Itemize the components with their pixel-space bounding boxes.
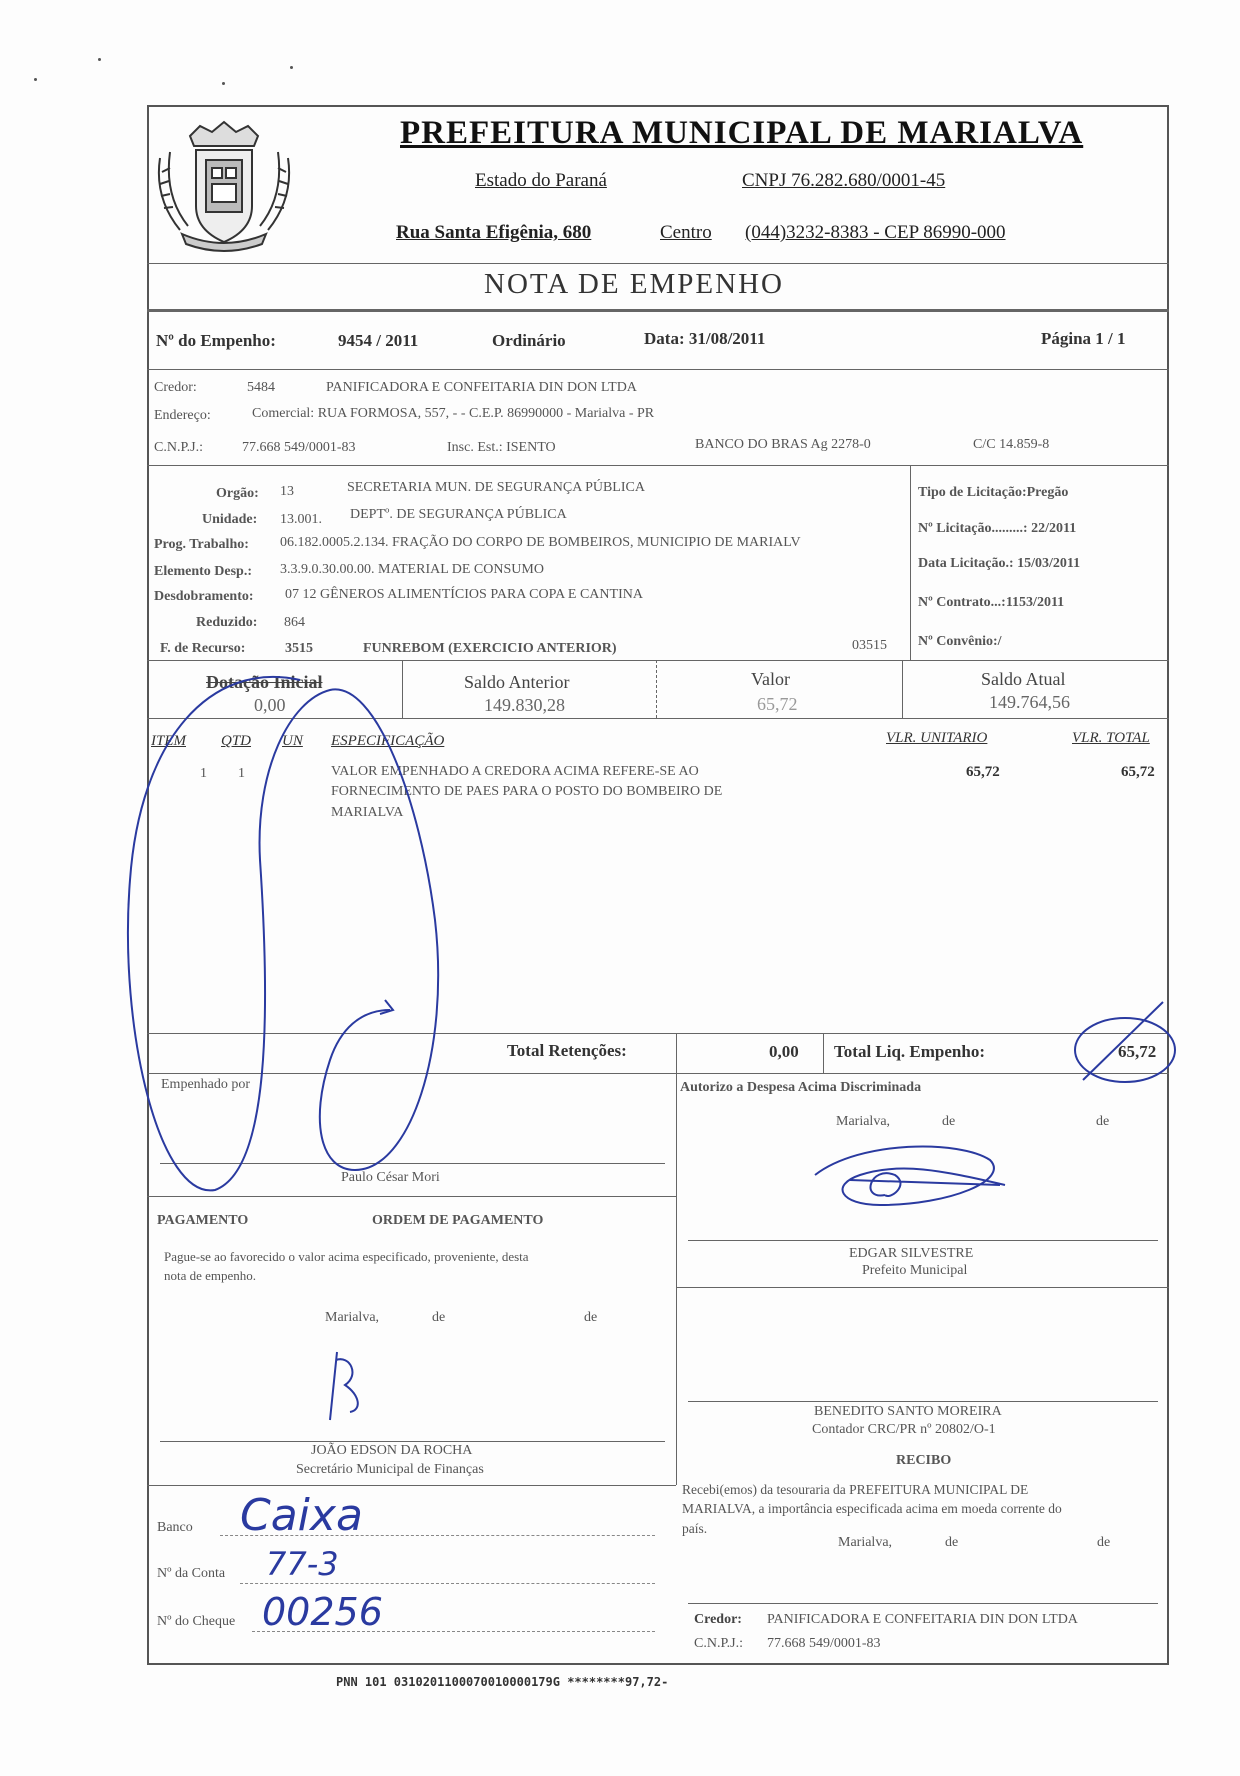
- check-label: Nº do Cheque: [157, 1614, 236, 1629]
- payment-de-2: de: [584, 1310, 598, 1325]
- creditor-state-registration: Insc. Est.: ISENTO: [447, 440, 556, 455]
- committed-by-label: Empenhado por: [161, 1077, 251, 1092]
- bank-label: Banco: [157, 1520, 193, 1535]
- receipt-creditor-name: PANIFICADORA E CONFEITARIA DIN DON LTDA: [767, 1612, 1078, 1627]
- committed-by-name: Paulo César Mori: [341, 1170, 440, 1185]
- footer-code: PNN 101 0310201100070010000179G ********97,72-: [336, 1675, 669, 1689]
- bidding-type: Tipo de Licitação:Pregão: [918, 485, 1069, 500]
- payment-text-line1: Pague-se ao favorecido o valor acima especificado, proveniente, desta: [164, 1249, 529, 1264]
- authorize-place: Marialva,: [836, 1114, 891, 1129]
- creditor-cnpj: 77.668 549/0001-83: [242, 440, 356, 455]
- mayor-title: Prefeito Municipal: [862, 1263, 968, 1278]
- initial-allocation-label: Dotação Inicial: [206, 672, 323, 692]
- header-phone-cep: (044)3232-8383 - CEP 86990-000: [745, 222, 1006, 243]
- receipt-cnpj-label: C.N.P.J.:: [694, 1636, 744, 1651]
- mayor-signature: [815, 1146, 1005, 1205]
- receipt-text-line1: Recebi(emos) da tesouraria da PREFEITURA MUNICIPAL DE: [682, 1482, 1029, 1497]
- resource-number: 03515: [852, 638, 887, 653]
- payment-place: Marialva,: [325, 1310, 380, 1325]
- authorize-de-2: de: [1096, 1114, 1110, 1129]
- item-number: 1: [200, 766, 207, 781]
- previous-balance-value: 149.830,28: [484, 695, 565, 715]
- total-withholdings-value: 0,00: [769, 1042, 799, 1061]
- header-title: PREFEITURA MUNICIPAL DE MARIALVA: [400, 115, 1084, 151]
- unit-name: DEPTº. DE SEGURANÇA PÚBLICA: [350, 507, 567, 522]
- breakdown-value: 07 12 GÊNEROS ALIMENTÍCIOS PARA COPA E CANTINA: [285, 587, 643, 602]
- receipt-creditor-label: Credor:: [694, 1612, 742, 1627]
- unit-code: 13.001.: [280, 512, 322, 527]
- creditor-code: 5484: [247, 380, 275, 395]
- empenho-number: 9454 / 2011: [338, 331, 419, 350]
- empenho-date: Data: 31/08/2011: [644, 329, 766, 348]
- header-state: Estado do Paraná: [475, 170, 607, 191]
- header-address: Rua Santa Efigênia, 680: [396, 222, 592, 243]
- current-balance-value: 149.764,56: [989, 692, 1070, 712]
- receipt-de-2: de: [1097, 1535, 1111, 1550]
- account-label: Nº da Conta: [157, 1566, 226, 1581]
- total-net-value: 65,72: [1118, 1042, 1157, 1061]
- payment-de-1: de: [432, 1310, 446, 1325]
- header-cnpj: CNPJ 76.282.680/0001-45: [742, 170, 946, 191]
- contract-number: Nº Contrato...:1153/2011: [918, 595, 1065, 610]
- account-value-handwritten: 77-3: [266, 1545, 339, 1583]
- document-type-title: NOTA DE EMPENHO: [484, 268, 784, 300]
- unit-label: Unidade:: [202, 512, 258, 527]
- payment-label: PAGAMENTO: [157, 1213, 249, 1228]
- element-value: 3.3.9.0.30.00.00. MATERIAL DE CONSUMO: [280, 562, 544, 577]
- mayor-name: EDGAR SILVESTRE: [849, 1246, 974, 1261]
- bank-value-handwritten: Caixa: [240, 1490, 363, 1541]
- empenho-number-label: Nº do Empenho:: [156, 331, 276, 350]
- organ-label: Orgão:: [216, 486, 259, 501]
- col-qty: QTD: [221, 733, 252, 749]
- accountant-name: BENEDITO SANTO MOREIRA: [814, 1404, 1002, 1419]
- item-spec-line1: VALOR EMPENHADO A CREDORA ACIMA REFERE-SE AO: [331, 764, 699, 779]
- program-value: 06.182.0005.2.134. FRAÇÃO DO CORPO DE BOMBEIROS, MUNICIPIO DE MARIALV: [280, 535, 801, 550]
- organ-code: 13: [280, 484, 294, 499]
- authorize-label: Autorizo a Despesa Acima Discriminada: [680, 1080, 922, 1095]
- col-item: ITEM: [151, 733, 186, 749]
- total-net-label: Total Liq. Empenho:: [834, 1042, 985, 1061]
- col-unit-value: VLR. UNITARIO: [886, 730, 988, 746]
- receipt-text-line3: país.: [682, 1521, 708, 1536]
- creditor-label: Credor:: [154, 380, 197, 395]
- finance-secretary-name: JOÃO EDSON DA ROCHA: [311, 1443, 473, 1458]
- col-specification: ESPECIFICAÇÃO: [331, 733, 445, 749]
- resource-name: FUNREBOM (EXERCICIO ANTERIOR): [363, 641, 617, 656]
- check-value-handwritten: 00256: [262, 1590, 383, 1634]
- payment-order-label: ORDEM DE PAGAMENTO: [372, 1213, 544, 1228]
- item-qty: 1: [238, 766, 245, 781]
- col-unit: UN: [282, 733, 303, 749]
- initial-allocation-value: 0,00: [254, 695, 286, 715]
- organ-name: SECRETARIA MUN. DE SEGURANÇA PÚBLICA: [347, 480, 645, 495]
- address-label: Endereço:: [154, 408, 211, 423]
- finance-secretary-title: Secretário Municipal de Finanças: [296, 1462, 484, 1477]
- bidding-date: Data Licitação.: 15/03/2011: [918, 556, 1081, 571]
- accountant-crc: Contador CRC/PR nº 20802/O-1: [812, 1422, 996, 1437]
- program-label: Prog. Trabalho:: [154, 537, 249, 552]
- col-total-value: VLR. TOTAL: [1072, 730, 1150, 746]
- receipt-cnpj: 77.668 549/0001-83: [767, 1636, 881, 1651]
- resource-code: 3515: [285, 641, 313, 656]
- item-spec-line2: FORNECIMENTO DE PAES PARA O POSTO DO BOMBEIRO DE: [331, 784, 723, 799]
- resource-label: F. de Recurso:: [160, 641, 246, 656]
- value-label: Valor: [751, 669, 790, 689]
- empenho-type: Ordinário: [492, 331, 566, 350]
- item-total-value: 65,72: [1121, 764, 1155, 780]
- receipt-place: Marialva,: [838, 1535, 893, 1550]
- receipt-de-1: de: [945, 1535, 959, 1550]
- authorize-de-1: de: [942, 1114, 956, 1129]
- reduced-value: 864: [284, 615, 305, 630]
- element-label: Elemento Desp.:: [154, 564, 252, 579]
- page-number: Página 1 / 1: [1041, 329, 1126, 348]
- creditor-account: C/C 14.859-8: [973, 437, 1050, 452]
- breakdown-label: Desdobramento:: [154, 589, 254, 604]
- signature-loop-left: [128, 677, 438, 1190]
- receipt-label: RECIBO: [896, 1453, 952, 1468]
- receipt-text-line2: MARIALVA, a importância especificada acima em moeda corrente do: [682, 1501, 1062, 1516]
- creditor-cnpj-label: C.N.P.J.:: [154, 440, 204, 455]
- agreement-number: Nº Convênio:/: [918, 634, 1002, 649]
- value-amount: 65,72: [757, 694, 798, 714]
- item-unit-value: 65,72: [966, 764, 1000, 780]
- creditor-name: PANIFICADORA E CONFEITARIA DIN DON LTDA: [326, 380, 637, 395]
- total-withholdings-label: Total Retenções:: [507, 1041, 627, 1060]
- payment-text-line2: nota de empenho.: [164, 1268, 257, 1283]
- header-district: Centro: [660, 222, 712, 243]
- current-balance-label: Saldo Atual: [981, 669, 1066, 689]
- finance-signature: [330, 1352, 358, 1420]
- previous-balance-label: Saldo Anterior: [464, 672, 570, 692]
- reduced-label: Reduzido:: [196, 615, 258, 630]
- item-spec-line3: MARIALVA: [331, 805, 404, 820]
- creditor-bank: BANCO DO BRAS Ag 2278-0: [695, 437, 871, 452]
- bidding-number: Nº Licitação.........: 22/2011: [918, 521, 1077, 536]
- creditor-address: Comercial: RUA FORMOSA, 557, - - C.E.P. 86990000 - Marialva - PR: [252, 406, 655, 421]
